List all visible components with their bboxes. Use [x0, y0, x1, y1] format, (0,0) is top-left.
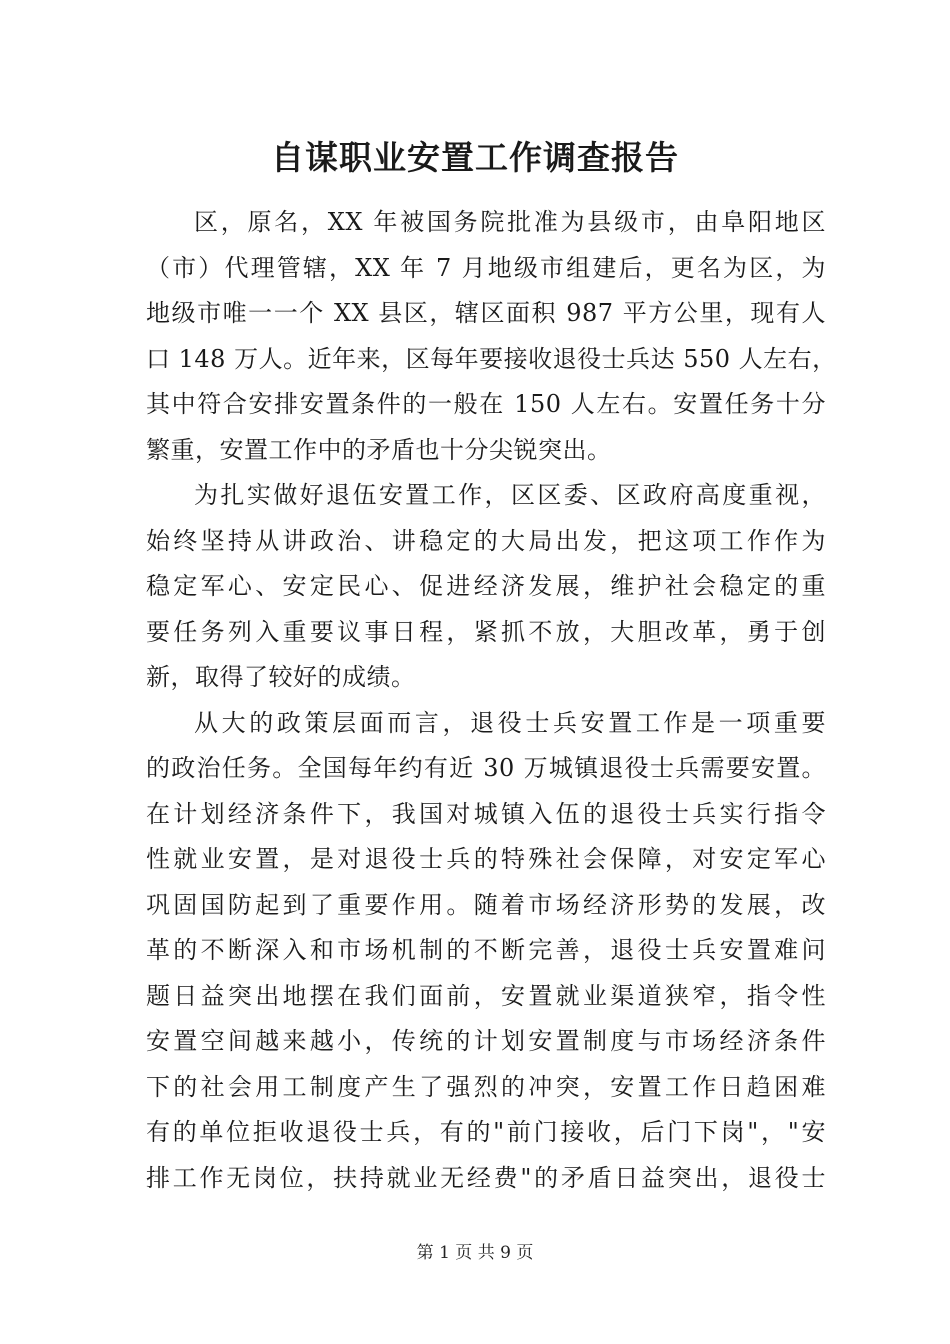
text-line: 题日益突出地摆在我们面前，安置就业渠道狭窄，指令性 [146, 981, 826, 1010]
text-line: 区，原名，XX 年被国务院批准为县级市，由阜阳地区 [194, 208, 826, 236]
page-number-footer: 第 1 页 共 9 页 [416, 1243, 534, 1263]
text-line: 从大的政策层面而言，退役士兵安置工作是一项重要 [194, 708, 826, 737]
text-line: 性就业安置，是对退役士兵的特殊社会保障，对安定军心 [146, 845, 826, 873]
text-line: 革的不断深入和市场机制的不断完善，退役士兵安置难问 [146, 936, 826, 964]
text-line: 稳定军心、安定民心、促进经济发展，维护社会稳定的重 [146, 572, 826, 600]
text-line: 巩固国防起到了重要作用。随着市场经济形势的发展，改 [146, 890, 826, 919]
text-line: 安置空间越来越小，传统的计划安置制度与市场经济条件 [146, 1027, 826, 1055]
document-title: 自谋职业安置工作调查报告 [271, 138, 679, 177]
text-line: 排工作无岗位，扶持就业无经费"的矛盾日益突出，退役士 [146, 1163, 826, 1192]
text-line: 其中符合安排安置条件的一般在 150 人左右。安置任务十分 [146, 390, 826, 418]
text-line: （市）代理管辖，XX 年 7 月地级市组建后，更名为区，为 [146, 253, 826, 282]
text-line: 繁重，安置工作中的矛盾也十分尖锐突出。 [146, 435, 612, 464]
document-body [146, 200, 837, 1201]
text-line: 新，取得了较好的成绩。 [146, 663, 416, 691]
text-line: 下的社会用工制度产生了强烈的冲突，安置工作日趋困难 [146, 1072, 826, 1101]
text-line: 地级市唯一一个 XX 县区，辖区面积 987 平方公里，现有人 [146, 299, 826, 327]
text-line: 为扎实做好退伍安置工作，区区委、区政府高度重视， [194, 481, 826, 509]
text-line: 有的单位拒收退役士兵，有的"前门接收，后门下岗"，"安 [146, 1118, 826, 1146]
text-line: 始终坚持从讲政治、讲稳定的大局出发，把这项工作作为 [146, 526, 826, 555]
text-line: 要任务列入重要议事日程，紧抓不放，大胆改革，勇于创 [146, 617, 826, 646]
text-line: 的政治任务。全国每年约有近 30 万城镇退役士兵需要安置。 [146, 754, 826, 782]
text-line: 在计划经济条件下，我国对城镇入伍的退役士兵实行指令 [146, 799, 826, 828]
text-line: 口 148 万人。近年来，区每年要接收退役士兵达 550 人左右， [146, 344, 837, 373]
